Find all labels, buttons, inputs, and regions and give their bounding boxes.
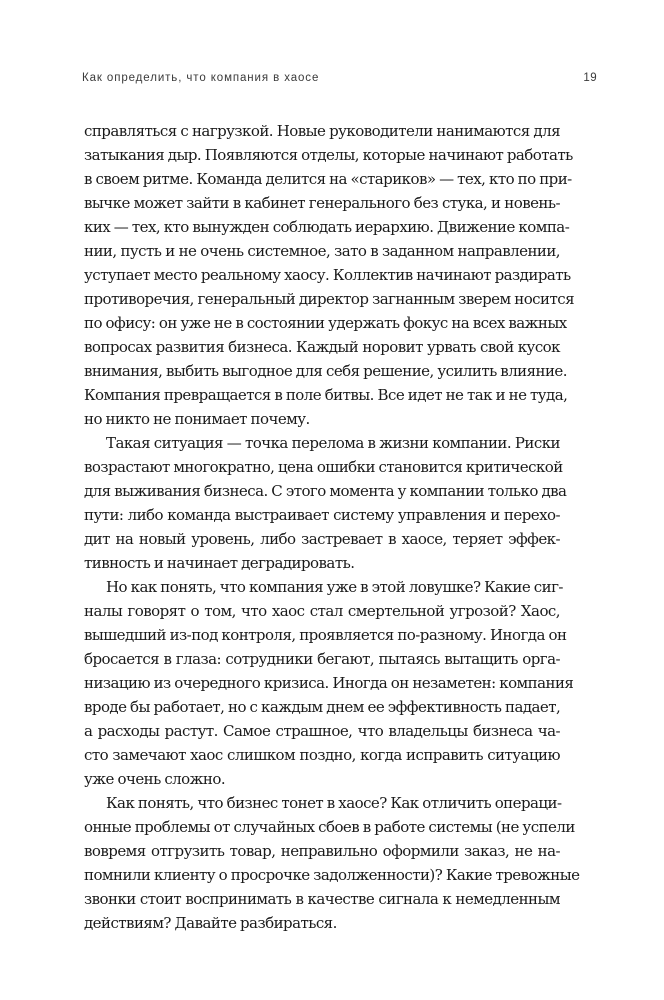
text-line: уже очень сложно. <box>84 770 226 788</box>
text-line: по офису: он уже не в состоянии удержать фокус на всех важных <box>84 314 567 332</box>
running-header <box>82 72 597 92</box>
text-line: онные проблемы от случайных сбоев в работе системы (не успели <box>84 818 575 836</box>
paragraph-4 <box>84 791 580 935</box>
text-line: ких — тех, кто вынужден соблюдать иерархию. Движение компа- <box>84 218 570 236</box>
paragraph-3 <box>84 575 574 791</box>
text-line: но никто не понимает почему. <box>84 410 310 428</box>
body-text <box>84 119 580 935</box>
text-line: вычке может зайти в кабинет генерального без стука, и новень- <box>84 194 560 212</box>
text-line: Как понять, что бизнес тонет в хаосе? Как отличить операци- <box>106 794 562 812</box>
text-line: в своем ритме. Команда делится на «стариков» — тех, кто по при- <box>84 170 572 188</box>
text-line: пути: либо команда выстраивает систему управления и перехо- <box>84 506 560 524</box>
text-line: затыкания дыр. Появляются отделы, которые начинают работать <box>84 146 573 164</box>
text-line: вовремя отгрузить товар, неправильно оформили заказ, не на- <box>84 842 560 860</box>
text-line: противоречия, генеральный директор загнанным зверем носится <box>84 290 574 308</box>
text-line: налы говорят о том, что хаос стал смертельной угрозой? Хаос, <box>84 602 560 620</box>
text-line: действиям? Давайте разбираться. <box>84 914 337 932</box>
text-line: звонки стоит воспринимать в качестве сигнала к немедленным <box>84 890 560 908</box>
running-title: Как определить, что компания в хаосе <box>82 72 320 84</box>
paragraph-2 <box>84 431 567 575</box>
text-line: нии, пусть и не очень системное, зато в заданном направлении, <box>84 242 560 260</box>
text-line: Но как понять, что компания уже в этой ловушке? Какие сиг- <box>106 578 563 596</box>
text-line: а расходы растут. Самое страшное, что владельцы бизнеса ча- <box>84 722 560 740</box>
page-number: 19 <box>583 72 597 84</box>
text-line: вопросах развития бизнеса. Каждый норовит урвать свой кусок <box>84 338 560 356</box>
paragraph-1 <box>84 119 574 431</box>
text-line: вышедший из-под контроля, проявляется по-разному. Иногда он <box>84 626 567 644</box>
text-line: тивность и начинает деградировать. <box>84 554 355 572</box>
text-line: внимания, выбить выгодное для себя решение, усилить влияние. <box>84 362 567 380</box>
text-line: вроде бы работает, но с каждым днем ее эффективность падает, <box>84 698 561 716</box>
text-line: Такая ситуация — точка перелома в жизни компании. Риски <box>106 434 560 452</box>
text-line: сто замечают хаос слишком поздно, когда исправить ситуацию <box>84 746 560 764</box>
text-line: помнили клиенту о просрочке задолженности)? Какие тревожные <box>84 866 580 884</box>
text-line: Компания превращается в поле битвы. Все идет не так и не туда, <box>84 386 568 404</box>
text-line: низацию из очередного кризиса. Иногда он незаметен: компания <box>84 674 574 692</box>
text-line: уступает место реальному хаосу. Коллектив начинают раздирать <box>84 266 571 284</box>
text-line: дит на новый уровень, либо застревает в хаосе, теряет эффек- <box>84 530 560 548</box>
text-line: возрастают многократно, цена ошибки становится критической <box>84 458 563 476</box>
text-line: бросается в глаза: сотрудники бегают, пытаясь вытащить орга- <box>84 650 560 668</box>
text-line: для выживания бизнеса. С этого момента у компании только два <box>84 482 567 500</box>
text-line: справляться с нагрузкой. Новые руководители нанимаются для <box>84 122 560 140</box>
